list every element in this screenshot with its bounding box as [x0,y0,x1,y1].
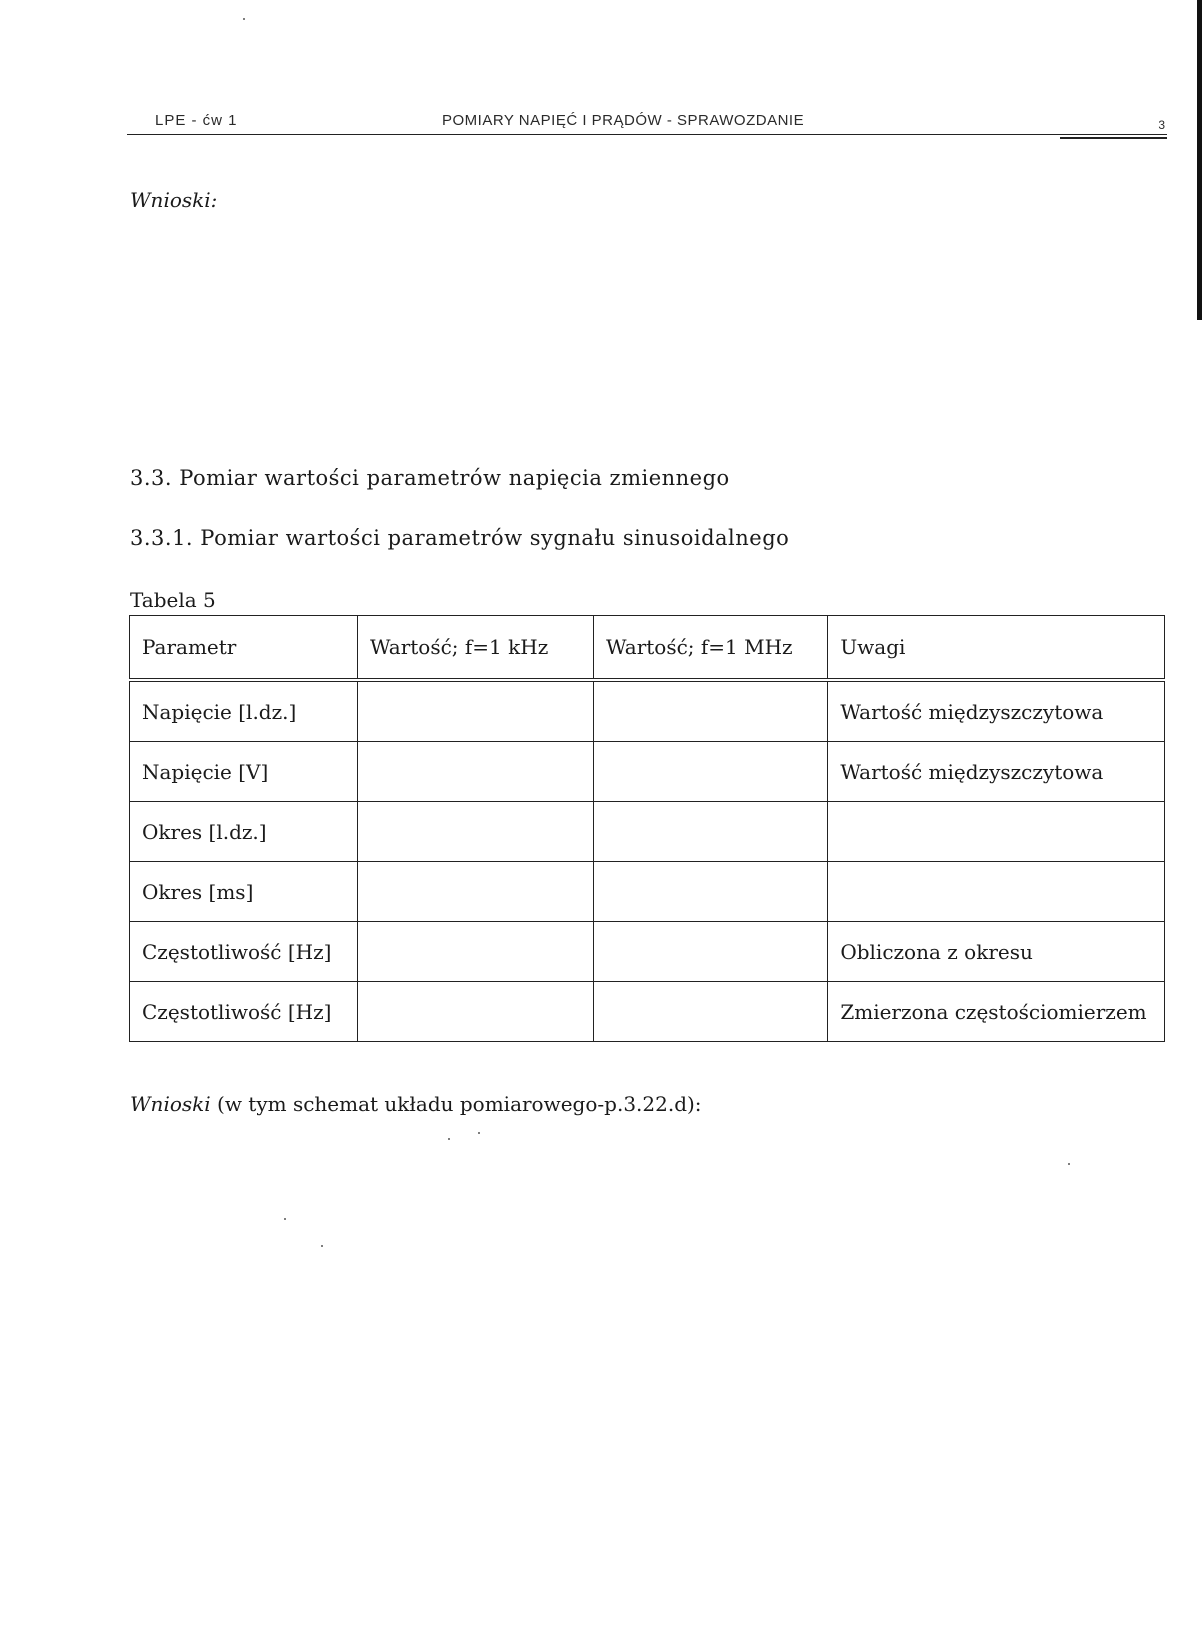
table-cell [357,862,593,922]
conclusions-label-2: Wnioski [130,1092,211,1116]
table-cell: Częstotliwość [Hz] [130,982,358,1042]
table-cell: Zmierzona częstościomierzem [828,982,1165,1042]
table-cell [357,802,593,862]
table-cell [593,802,827,862]
page-header [127,112,1167,136]
table-cell: Obliczona z okresu [828,922,1165,982]
table-cell: Okres [ms] [130,862,358,922]
header-rule-tail [1060,137,1167,139]
table-header-cell: Wartość; f=1 kHz [357,616,593,681]
measurement-table [129,615,1165,1042]
section-heading-3-3: 3.3. Pomiar wartości parametrów napięcia zmiennego [130,466,730,490]
scan-speck [321,1245,323,1247]
table-cell [593,982,827,1042]
table-cell: Napięcie [l.dz.] [130,680,358,742]
table-row [130,802,1165,862]
table-caption: Tabela 5 [130,588,216,612]
table-cell [828,802,1165,862]
table-cell: Okres [l.dz.] [130,802,358,862]
table-header-cell: Parametr [130,616,358,681]
table-row [130,982,1165,1042]
table-cell [357,982,593,1042]
table-row [130,680,1165,742]
table-row [130,862,1165,922]
table-cell [593,862,827,922]
scan-speck [478,1132,480,1134]
scan-speck [284,1218,286,1220]
conclusions-paragraph-2 [130,1092,702,1116]
table-cell: Napięcie [V] [130,742,358,802]
scan-speck [1068,1163,1070,1165]
header-rule [127,134,1167,135]
scan-edge-mark [1197,0,1202,320]
table-cell: Wartość międzyszczytowa [828,742,1165,802]
scan-speck [243,18,245,20]
header-course-code: LPE - ćw 1 [155,112,238,129]
table-cell [357,922,593,982]
table-cell: Wartość międzyszczytowa [828,680,1165,742]
table-header-row [130,616,1165,681]
table-cell [593,742,827,802]
conclusions-note: (w tym schemat układu pomiarowego-p.3.22.d): [210,1092,702,1116]
table-row [130,742,1165,802]
table-cell [593,922,827,982]
table-cell [357,680,593,742]
table-cell [593,680,827,742]
table-header-cell: Wartość; f=1 MHz [593,616,827,681]
conclusions-label-1: Wnioski: [130,188,218,212]
scan-speck [448,1138,450,1140]
table-cell: Częstotliwość [Hz] [130,922,358,982]
header-title: POMIARY NAPIĘĆ I PRĄDÓW - SPRAWOZDANIE [442,112,805,129]
table-row [130,922,1165,982]
table-cell [828,862,1165,922]
table-cell [357,742,593,802]
page-number: 3 [1158,118,1165,132]
table-header-cell: Uwagi [828,616,1165,681]
section-heading-3-3-1: 3.3.1. Pomiar wartości parametrów sygnału sinusoidalnego [130,526,790,550]
